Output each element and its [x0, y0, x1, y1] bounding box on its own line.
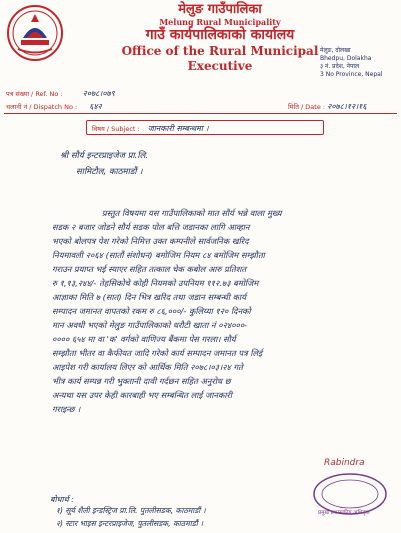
body-line: मान अवधी भएको मेलुङ गाउँपालिकाको धरौटी खाता नं ०२४०००-: [52, 320, 248, 330]
municipality-name-english: Melung Rural Municipality: [159, 17, 281, 27]
dispatch-label: चलानी नं / Dispatch No :: [6, 103, 78, 111]
signature: Rabindra: [324, 458, 365, 468]
office-name-english: Office of the Rural Municipal Executive: [121, 44, 319, 73]
cc-line: २) स्टार भाइस इन्टरप्राइजेज, पुतलीसडक, काठमाडौं ।: [56, 519, 203, 528]
body-line: रु १,१३,२४४/- तेहसिकोचे कोही नियमको उपनियम ११२.७३ बमोजिम: [52, 278, 259, 288]
dispatch-value: ६४२: [89, 102, 102, 111]
nepal-emblem-icon: [6, 4, 64, 62]
body-line: गराइन्छ ।: [52, 404, 81, 414]
address-line: Bhedpu, Dolakha: [320, 55, 372, 62]
date-label: मिति / Date :: [288, 103, 326, 111]
addressee-address: सामिटौल, काठमाडौं ।: [76, 167, 143, 177]
body-line: आज्ञाका मिति ७ (सात) दिन भित्र खरिद तथा जडान सम्बन्धी कार्य: [52, 292, 247, 302]
cc-label: बोधार्थ :: [50, 495, 74, 504]
address-line: ३ नं. प्रदेश, नेपाल: [320, 63, 360, 70]
body-line: अन्यथा यस उपर केही कारबाही भए सम्बन्धित लाई जानकारी: [52, 390, 233, 400]
body-line: गराउन प्रयाप्त भई स्याएर सहित तत्काल चेक कबोल आरु प्रतिशत: [52, 264, 247, 274]
body-line: सम्झौता भीतर वा कैफीयत जादि गरेको कार्य सम्पादन जमानत पत्र लिई: [52, 348, 263, 358]
dispatch-number: [6, 101, 102, 112]
subject: [92, 123, 208, 134]
address-line: मेलुङ, दोलखा: [320, 47, 351, 54]
body-line: भएको बोलपत्र पेश गरेको निमित्त उक्त कम्पनीले सार्वजनिक खरिद: [52, 236, 249, 246]
office-name-nepali: गाउँ कार्यपालिकाको कार्यालय: [145, 27, 295, 43]
municipality-name-nepali: मेलुङ गाउँपालिका: [178, 2, 262, 17]
letter-date: [288, 101, 367, 112]
ref-value: २०७८।०७९: [82, 89, 115, 98]
ref-label: पत्र संख्या / Ref. No :: [6, 90, 63, 98]
body-line: सडक २ बजार जोडने सौर्य सडक पोल बत्ति जडानका लागि आव्हान: [52, 222, 250, 232]
signatory-title: प्रमुख प्रशासकीय अधिकृत: [318, 510, 370, 516]
body-line: प्रस्तुत विषयमा यस गाउँपालिकाको मात सौर्य भन्ने वाला मुख्य: [102, 208, 282, 218]
addressee-name: श्री सौर्य इन्टरप्राइजेज प्रा.लि.: [60, 151, 149, 161]
header-divider: [4, 113, 397, 114]
letterhead: [90, 2, 350, 74]
body-line: आइपेश गरी कार्यालय लिएर को आर्थिक मिति २०७८।०३।२४ गते: [52, 362, 243, 372]
subject-label: विषय / Subject :: [92, 125, 140, 133]
body-line: ०००० ६५४ मा वा 'क' वर्गको वाणिज्य बैंकमा पेस गरला। सौर्य: [52, 334, 236, 344]
cc-line: १) सूर्य शैली इन्डस्ट्रिज प्रा.लि. पुतलीसडक, काठमाडौं ।: [56, 506, 206, 515]
body-line: भीत्र कार्य सम्पन्न गरी भुक्तानी दावी गर्दछन सहित अनुरोध छ: [52, 376, 231, 386]
letter-body: [52, 206, 372, 416]
date-value: २०७८।१२।१६: [327, 102, 367, 111]
subject-value: जानकारी सम्बन्धमा ।: [147, 124, 209, 133]
ref-number: [6, 88, 115, 99]
body-line: सम्पादन जमानत वापतको रकम रु ८६,०००/- कुलिय्या १२० दिनको: [52, 306, 251, 316]
office-address: [320, 47, 382, 79]
address-line: 3 No Province, Nepal: [320, 71, 383, 78]
body-line: नियमावली २०६४ (सातौं संशोधन) बमोजिम नियम ८४ बमोजिम सम्झौता: [52, 250, 265, 260]
